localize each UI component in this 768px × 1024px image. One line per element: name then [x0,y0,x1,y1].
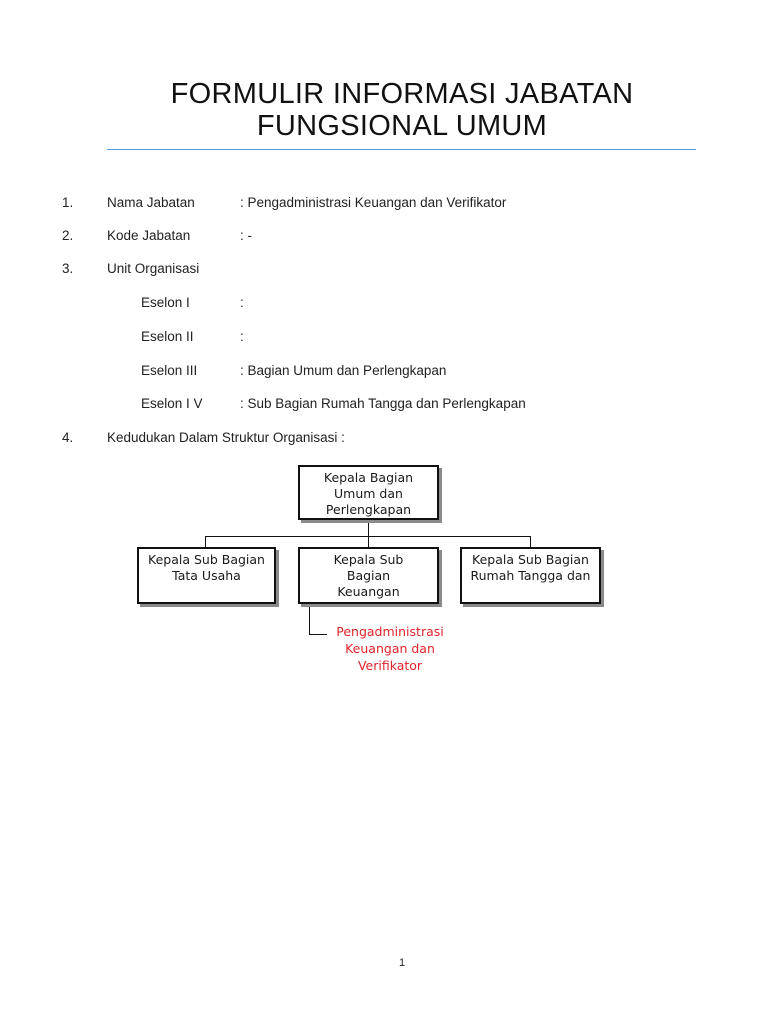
org-box-kepala-bagian [298,465,439,520]
connector-position-horizontal [309,634,327,635]
eselon-label: Eselon III [141,363,198,378]
org-box-label: Kepala Sub Bagian Keuangan [333,552,404,599]
org-box-label: Kepala Bagian Umum dan Perlengkapan [323,470,414,517]
field-value: : Pengadministrasi Keuangan dan Verifikator [240,195,507,210]
position-label: Pengadministrasi Keuangan dan Verifikator [336,624,444,673]
field-label: Unit Organisasi [107,261,200,276]
field-value: : - [240,228,252,243]
eselon-value: : [240,329,244,344]
field-label: Kedudukan Dalam Struktur Organisasi : [107,430,345,445]
org-box-label: Kepala Sub Bagian Tata Usaha [148,552,265,583]
org-box-label: Kepala Sub Bagian Rumah Tangga dan [470,552,591,583]
item-number: 3. [62,261,74,276]
item-number: 1. [62,195,74,210]
item-number: 2. [62,228,74,243]
title-divider [107,149,696,150]
item-number: 4. [62,430,74,445]
org-box-rumah-tangga [460,547,601,604]
eselon-label: Eselon I V [141,396,203,411]
eselon-value: : Sub Bagian Rumah Tangga dan Perlengkapan [240,396,526,411]
page-title [0,78,768,142]
eselon-label: Eselon II [141,329,194,344]
eselon-value: : Bagian Umum dan Perlengkapan [240,363,447,378]
title-line-2: FUNGSIONAL UMUM [256,110,548,142]
eselon-value: : [240,295,244,310]
field-label: Kode Jabatan [107,228,191,243]
org-box-keuangan [298,547,439,604]
connector-top-vertical [368,519,369,537]
field-label: Nama Jabatan [107,195,195,210]
org-box-tata-usaha [137,547,276,604]
eselon-label: Eselon I [141,295,190,310]
title-line-1: FORMULIR INFORMASI JABATAN [170,78,634,110]
connector-position-vertical [309,606,310,635]
page-number: 1 [398,957,406,969]
